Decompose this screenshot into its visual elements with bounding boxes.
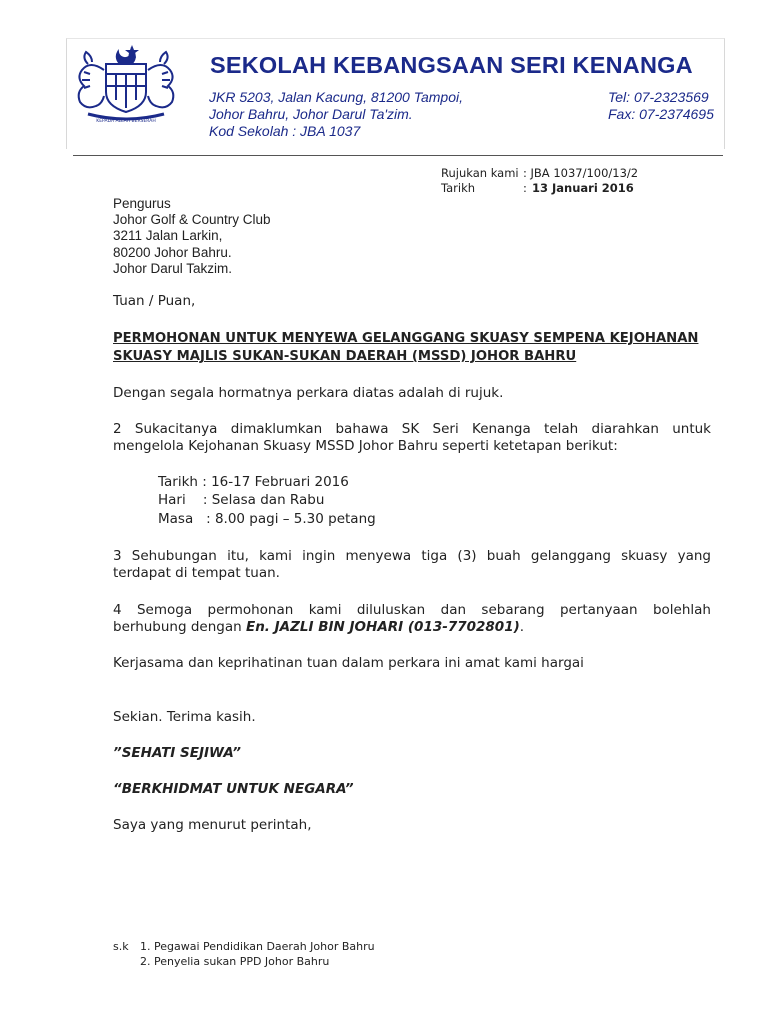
cc-item: 1. Pegawai Pendidikan Daerah Johor Bahru [140,940,375,953]
contact-person: En. JAZLI BIN JOHARI (013-7702801) [245,619,520,635]
svg-text:KEPADA ALLAH BERSERAH: KEPADA ALLAH BERSERAH [96,119,156,124]
subject-line-2: SKUASY MAJLIS SUKAN-SUKAN DAERAH (MSSD) JOHOR BAHRU [113,349,577,364]
paragraph-2-line-2: mengelola Kejohanan Skuasy MSSD Johor Bahru seperti ketetapan berikut: [113,438,618,454]
telephone: Tel: 07-2323569 [608,89,709,105]
recipient-line: 80200 Johor Bahru. [113,245,232,260]
date-label: Tarikh [441,181,476,195]
cc-label: s.k [113,940,129,953]
cc-item: 2. Penyelia sukan PPD Johor Bahru [140,955,330,968]
event-day: Hari : Selasa dan Rabu [158,492,325,508]
state-crest-logo [70,40,182,124]
paragraph-5: Kerjasama dan keprihatinan tuan dalam perkara ini amat kami hargai [113,655,584,671]
reference-label: Rujukan kami [441,166,519,180]
address-line-2: Johor Bahru, Johor Darul Ta'zim. [209,106,413,122]
motto-sehati-sejiwa: ”SEHATI SEJIWA” [113,745,241,761]
school-code: Kod Sekolah : JBA 1037 [209,123,361,139]
paragraph-2-line-1: 2 Sukacitanya dimaklumkan bahawa SK Seri Kenanga telah diarahkan untuk [113,421,711,437]
closing: Sekian. Terima kasih. [113,709,256,725]
recipient-line: Johor Darul Takzim. [113,261,233,276]
reference-value: : JBA 1037/100/13/2 [523,166,639,180]
date-value: 13 Januari 2016 [532,181,634,195]
school-name: SEKOLAH KEBANGSAAN SERI KENANGA [210,52,693,78]
paragraph-1: Dengan segala hormatnya perkara diatas adalah di rujuk. [113,385,504,401]
recipient-line: 3211 Jalan Larkin, [113,228,223,243]
recipient-line: Pengurus [113,196,171,211]
fax: Fax: 07-2374695 [608,106,714,122]
letterhead-divider [73,155,723,156]
address-line-1: JKR 5203, Jalan Kacung, 81200 Tampoi, [209,89,463,105]
motto-berkhidmat: “BERKHIDMAT UNTUK NEGARA” [113,781,354,797]
recipient-line: Johor Golf & Country Club [113,212,271,227]
salutation: Tuan / Puan, [113,293,196,309]
paragraph-3-line-2: terdapat di tempat tuan. [113,565,280,581]
paragraph-4-line-2 [113,619,524,635]
sign-off: Saya yang menurut perintah, [113,817,312,833]
paragraph-4-prefix: berhubung dengan [113,619,246,635]
date-colon: : [523,181,527,195]
event-date: Tarikh : 16-17 Februari 2016 [158,474,349,490]
paragraph-4-suffix: . [519,619,525,635]
paragraph-3-line-1: 3 Sehubungan itu, kami ingin menyewa tiga (3) buah gelanggang skuasy yang [113,548,711,564]
paragraph-4-line-1: 4 Semoga permohonan kami diluluskan dan sebarang pertanyaan bolehlah [113,602,711,618]
event-time: Masa : 8.00 pagi – 5.30 petang [158,511,376,527]
subject-line-1: PERMOHONAN UNTUK MENYEWA GELANGGANG SKUASY SEMPENA KEJOHANAN [113,331,699,346]
